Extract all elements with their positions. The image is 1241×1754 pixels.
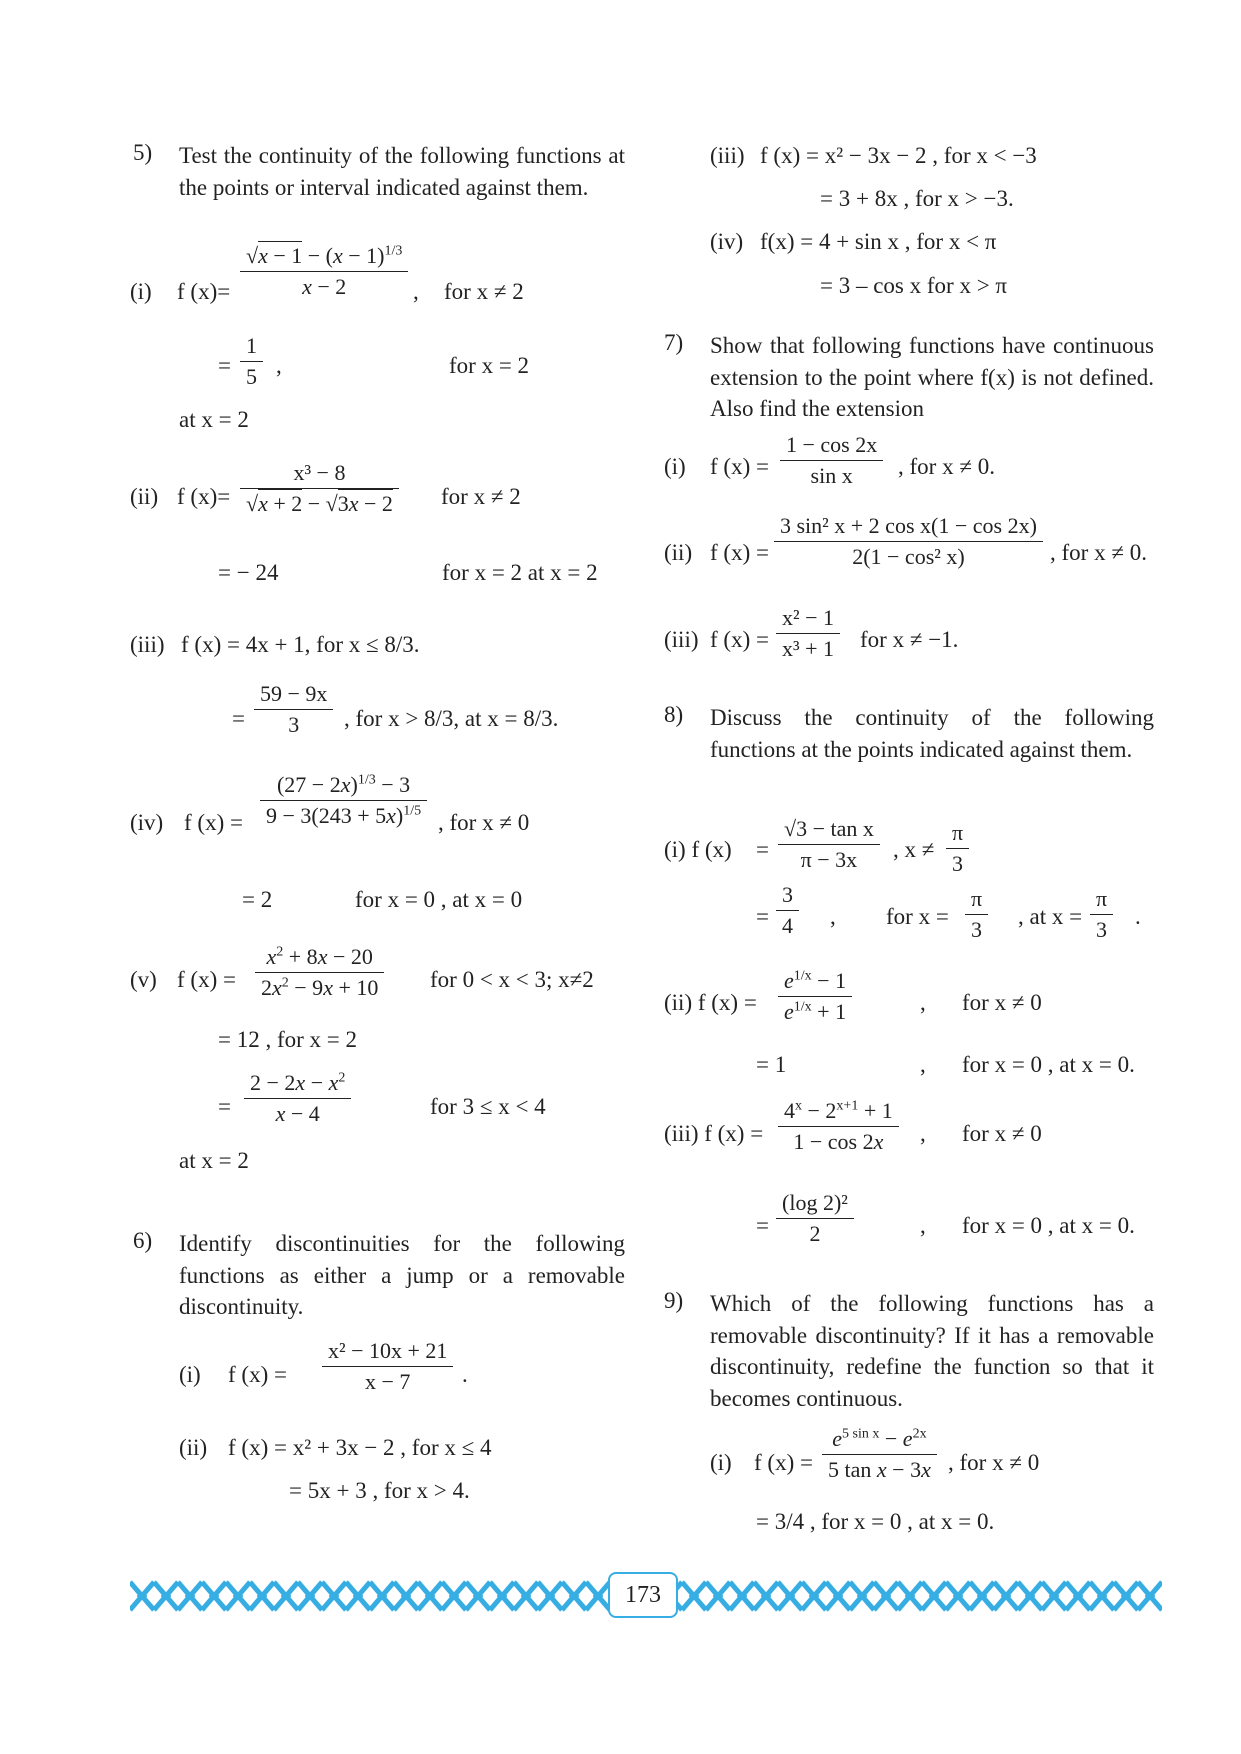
fraction: $\frac{\text{(log 2)²}}{2}$: [776, 1190, 854, 1247]
part-label: (ii) f (x) =: [664, 990, 757, 1015]
fraction: $\frac{\text{x² − 1}}{\text{x³ + 1}}$: [776, 605, 840, 662]
fraction: $\frac{4^x - 2^{x+1} + 1}{1 - \cos 2x}$: [778, 1098, 899, 1155]
condition: , at x =: [1018, 904, 1083, 929]
condition: for 3 ≤ x < 4: [430, 1094, 546, 1119]
fraction: $\frac{\text{3 sin² x + 2 cos x(1 − cos 2x)}}{\text{2(1 − cos² x)}}$: [774, 513, 1043, 570]
fraction: $\frac{2 - 2x - x^2}{x - 4}$: [244, 1070, 351, 1127]
fraction: $\frac{x^2 + 8x - 20}{2x^2 - 9x + 10}$: [255, 944, 384, 1001]
condition: for x =: [886, 904, 949, 929]
condition: , for x ≠ 0: [438, 810, 530, 835]
question-number: 5): [133, 140, 153, 165]
question-number: 7): [664, 330, 684, 355]
question-text: Discuss the continuity of the following functions at the points indicated against them.: [710, 705, 1154, 762]
part-label: (iv): [130, 810, 164, 835]
part-label: (i): [179, 1362, 201, 1387]
question-text: Test the continuity of the following functions at the points or interval indicated against them.: [179, 143, 625, 200]
fraction: $\frac{e^{1/x} - 1}{e^{1/x} + 1}$: [778, 968, 852, 1025]
numerator: $√x - 1 - (x - 1)^{1/3}$: [240, 243, 408, 272]
fraction: $\frac{\pi}{3}$: [1090, 886, 1113, 943]
condition: for x ≠ 0: [962, 1121, 1042, 1146]
condition: for x = 2 at x = 2: [442, 560, 598, 585]
fraction: $\frac{\text{x² − 10x + 21}}{x - 7}$: [322, 1338, 453, 1395]
function-line: f (x) = x² + 3x − 2 , for x ≤ 4: [228, 1435, 492, 1460]
function-lhs: f (x) =: [710, 454, 769, 479]
point: at x = 2: [179, 1148, 249, 1173]
fraction: $\frac{\text{x³ − 8}}{√x + 2 - √3x - 2}$: [240, 460, 399, 517]
fraction: $\frac{\text{√3 − tan x}}{\pi - 3x}$: [778, 816, 880, 873]
part-label: (iii): [710, 143, 745, 168]
part-label: (ii): [130, 484, 159, 509]
point: at x = 2: [179, 407, 249, 432]
condition: for x ≠ −1.: [860, 627, 959, 652]
part-label: (iv): [710, 229, 744, 254]
part-label: (iii): [130, 632, 165, 657]
function-line: = 3 – cos x for x > π: [820, 273, 1008, 298]
condition: for 0 < x < 3; x≠2: [430, 967, 594, 992]
fraction: $\frac{\pi}{3}$: [946, 820, 969, 877]
page-number: 173: [608, 1572, 678, 1618]
question-number: 6): [133, 1228, 153, 1253]
condition: for x = 2: [449, 353, 530, 378]
question-text: Which of the following functions has a removable discontinuity? If it has a removable discontinuity, redefine the function so that it becomes continuous.: [710, 1291, 1154, 1411]
condition: for x = 0 , at x = 0: [355, 887, 523, 912]
condition: for x ≠ 2: [444, 279, 524, 304]
part-label: (iii) f (x) =: [664, 1121, 764, 1146]
function-lhs: f (x)=: [177, 484, 231, 509]
condition: , for x ≠ 0.: [898, 454, 995, 479]
part-label: (i): [710, 1450, 732, 1475]
function-line: f (x) = 4x + 1, for x ≤ 8/3.: [181, 632, 420, 657]
fraction: $\frac{e^{5 sin x} - e^{2x}}{\text{5 tan x − 3x}}$: [822, 1426, 937, 1483]
function-lhs: f (x) =: [710, 540, 769, 565]
part-label: (i): [130, 279, 152, 304]
function-lhs: f (x)=: [177, 279, 231, 304]
fraction: $\frac{1}{5}$: [240, 333, 263, 390]
function-line: = 3 + 8x , for x > −3.: [820, 186, 1014, 211]
value: = 1: [756, 1052, 787, 1077]
condition: for x ≠ 0: [962, 990, 1042, 1015]
function-line: = 5x + 3 , for x > 4.: [289, 1478, 470, 1503]
part-label: (ii): [179, 1435, 208, 1460]
function-line: f(x) = 4 + sin x , for x < π: [760, 229, 997, 254]
function-lhs: f (x) =: [754, 1450, 813, 1475]
value: = − 24: [218, 560, 279, 585]
fraction: $\frac{1 - \cos 2x}{\text{sin x}}$: [780, 432, 883, 489]
function-lhs: f (x) =: [710, 627, 769, 652]
denominator: x − 2: [302, 274, 347, 299]
question-number: 9): [664, 1288, 684, 1313]
condition: for x = 0 , at x = 0.: [962, 1213, 1135, 1238]
question-number: 8): [664, 702, 684, 727]
condition: for x ≠ 2: [441, 484, 521, 509]
condition: for x = 0 , at x = 0.: [962, 1052, 1135, 1077]
condition: , for x ≠ 0.: [1050, 540, 1147, 565]
fraction: $\frac{(27 - 2x)^{1/3} - 3}{9 - 3(243 + 5x)^{1/5}}$: [260, 772, 427, 829]
question-text: Show that following functions have continuous extension to the point where f(x) is not defined. Also find the extension: [710, 333, 1154, 421]
fraction: $\frac{59 - 9x}{3}$: [254, 681, 333, 738]
condition: , x ≠: [893, 837, 935, 862]
function-lhs: f (x) =: [228, 1362, 287, 1387]
fraction: $\frac{3}{4}$: [776, 882, 799, 939]
part-label: (i): [664, 454, 686, 479]
question-text: Identify discontinuities for the following functions as either a jump or a removable discontinuity.: [179, 1231, 625, 1319]
part-label: (iii): [664, 627, 699, 652]
fraction: [240, 243, 408, 300]
part-label: (i) f (x): [664, 837, 732, 862]
condition: , for x > 8/3, at x = 8/3.: [344, 706, 559, 731]
function-lhs: f (x) =: [177, 967, 236, 992]
part-label: (ii): [664, 540, 693, 565]
part-label: (v): [130, 967, 157, 992]
fraction: $\frac{\pi}{3}$: [965, 886, 988, 943]
condition: , for x ≠ 0: [948, 1450, 1040, 1475]
function-line: f (x) = x² − 3x − 2 , for x < −3: [760, 143, 1037, 168]
value: = 2: [242, 887, 273, 912]
value-line: = 12 , for x = 2: [218, 1027, 358, 1052]
function-lhs: f (x) =: [184, 810, 243, 835]
value-line: = 3/4 , for x = 0 , at x = 0.: [756, 1509, 995, 1534]
